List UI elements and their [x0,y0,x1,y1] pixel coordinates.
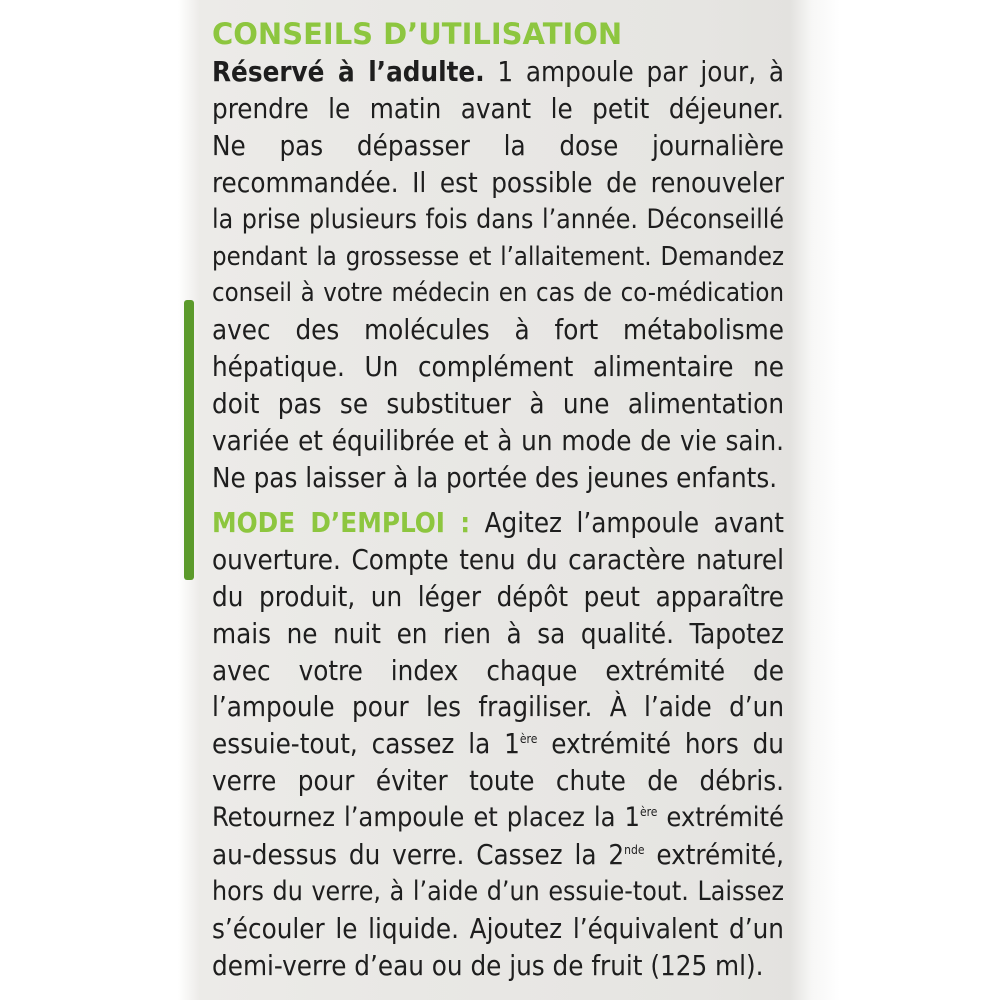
mode-emploi-line: du produit, un léger dépôt peut apparaître [212,580,784,613]
mode-emploi-line: verre pour éviter toute chute de débris. [212,765,784,798]
conseils-line: Ne pas dépasser la dose journalière [212,129,784,162]
mode-emploi-line: demi-verre d’eau ou de jus de fruit (125 ml). [212,949,764,982]
conseils-line: conseil à votre médecin en cas de co-médication [212,278,784,309]
line-text: extrémité hors du [537,728,784,761]
conseils-line: pendant la grossesse et l’allaitement. Demandez [212,241,784,272]
conseils-line: recommandée. Il est possible de renouveler [212,166,784,199]
conseils-line: avec des molécules à fort métabolisme [212,314,784,347]
mode-emploi-heading: MODE D’EMPLOI : [212,506,471,539]
mode-emploi-line [212,837,784,874]
mode-emploi-lead: Agitez l’ampoule avant [470,506,784,539]
mode-emploi-line [212,800,784,837]
usage-instructions-panel [212,14,784,985]
mode-emploi-line [212,726,784,763]
mode-emploi-line: s’écouler le liquide. Ajoutez l’équivalent d’un [212,912,784,945]
mode-emploi-line-1 [212,505,784,542]
line-text: extrémité [657,802,784,834]
line-text: extrémité, [644,839,784,872]
green-side-stripe [184,300,194,580]
conseils-line: doit pas se substituer à une alimentation [212,388,784,421]
mode-emploi-line: l’ampoule pour les fragiliser. À l’aide d’un [212,691,784,724]
line-text: Retournez l’ampoule et placez la 1 [212,802,640,834]
conseils-line: Ne pas laisser à la portée des jeunes enfants. [212,461,778,494]
ordinal-superscript: ère [519,732,538,747]
ordinal-superscript: nde [624,842,645,857]
adult-only-notice: Réservé à l’adulte. [212,56,485,88]
line-text: essuie-tout, cassez la 1 [212,728,520,761]
mode-emploi-line: hors du verre, à l’aide d’un essuie-tout. Laissez [212,875,784,907]
mode-emploi-line: avec votre index chaque extrémité de [212,654,784,687]
conseils-line: hépatique. Un complément alimentaire ne [212,351,784,384]
conseils-line: la prise plusieurs fois dans l’année. Déconseillé [212,203,784,235]
mode-emploi-line: mais ne nuit en rien à sa qualité. Tapotez [212,617,784,650]
mode-emploi-line: ouverture. Compte tenu du caractère naturel [212,543,784,576]
conseils-line: prendre le matin avant le petit déjeuner. [212,92,784,125]
dosage-text: 1 ampoule par jour, à [484,56,784,88]
line-text: au-dessus du verre. Cassez la 2 [212,839,625,872]
conseils-line: variée et équilibrée et à un mode de vie sain. [212,425,784,458]
conseils-line-1 [212,54,784,91]
ordinal-superscript: ère [639,805,658,820]
conseils-heading: CONSEILS D’UTILISATION [212,17,623,51]
